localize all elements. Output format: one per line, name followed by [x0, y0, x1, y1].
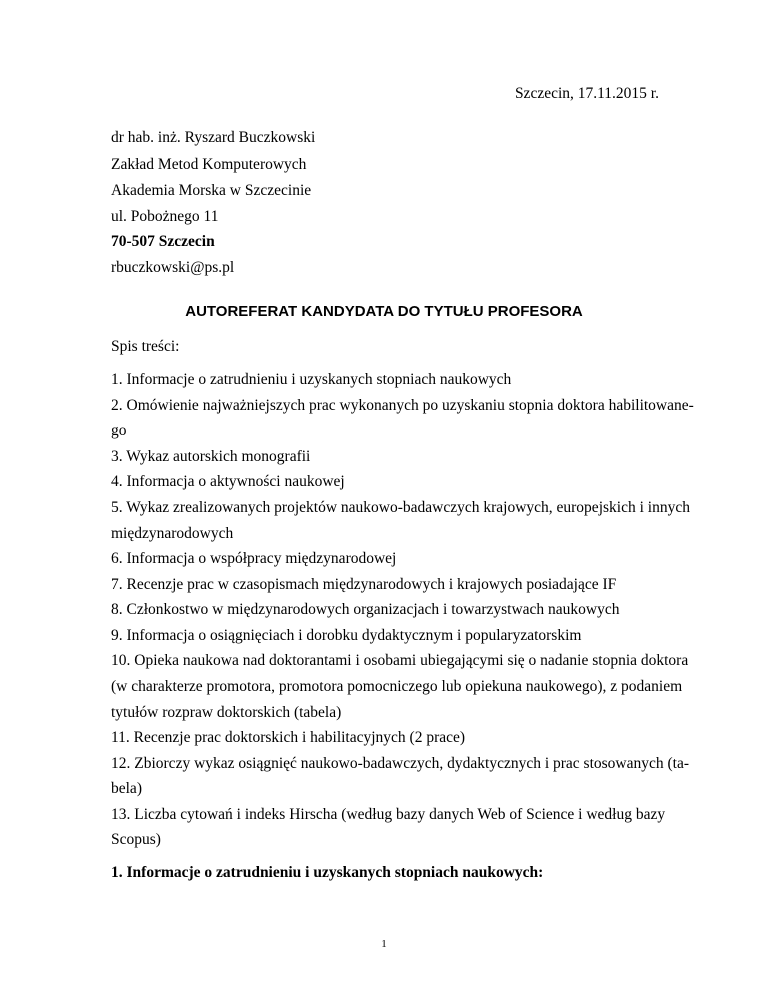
author-email: rbuczkowski@ps.pl — [111, 259, 235, 276]
toc-line: 1. Informacje o zatrudnieniu i uzyskanych stopniach naukowych — [111, 371, 512, 388]
toc-line: 2. Omówienie najważniejszych prac wykonanych po uzyskaniu stopnia doktora habilitowane- — [111, 397, 694, 414]
toc-label: Spis treści: — [111, 338, 180, 355]
toc-line: Scopus) — [111, 831, 161, 848]
toc-line: 9. Informacja o osiągnięciach i dorobku dydaktycznym i popularyzatorskim — [111, 627, 582, 644]
document-date: Szczecin, 17.11.2015 r. — [514, 85, 659, 102]
toc-line: 4. Informacja o aktywności naukowej — [111, 473, 345, 490]
toc-line: 5. Wykaz zrealizowanych projektów naukowo-badawczych krajowych, europejskich i innych — [111, 499, 690, 516]
section-heading: 1. Informacje o zatrudnieniu i uzyskanych stopniach naukowych: — [111, 864, 544, 881]
author-institution: Akademia Morska w Szczecinie — [111, 182, 312, 199]
page-number: 1 — [381, 938, 387, 950]
toc-line: 10. Opieka naukowa nad doktorantami i osobami ubiegającymi się o nadanie stopnia doktora — [111, 652, 689, 669]
toc-line: międzynarodowych — [111, 525, 234, 542]
author-department: Zakład Metod Komputerowych — [111, 156, 307, 173]
toc-line: 11. Recenzje prac doktorskich i habilitacyjnych (2 prace) — [111, 729, 466, 746]
document-title: AUTOREFERAT KANDYDATA DO TYTUŁU PROFESORA — [185, 303, 583, 320]
toc-line: 7. Recenzje prac w czasopismach międzynarodowych i krajowych posiadające IF — [111, 576, 617, 593]
toc-line: 13. Liczba cytowań i indeks Hirscha (według bazy danych Web of Science i według bazy — [111, 806, 666, 823]
toc-line: tytułów rozpraw doktorskich (tabela) — [111, 704, 342, 721]
toc-line: 3. Wykaz autorskich monografii — [111, 448, 311, 465]
toc-line: 8. Członkostwo w międzynarodowych organizacjach i towarzystwach naukowych — [111, 601, 620, 618]
toc-line: bela) — [111, 780, 142, 797]
author-street: ul. Pobożnego 11 — [111, 208, 219, 225]
author-city: 70-507 Szczecin — [111, 233, 215, 250]
toc-line: 12. Zbiorczy wykaz osiągnięć naukowo-badawczych, dydaktycznych i prac stosowanych (ta- — [111, 755, 690, 772]
toc-line: go — [111, 422, 127, 439]
toc-line: (w charakterze promotora, promotora pomocniczego lub opiekuna naukowego), z podaniem — [111, 678, 683, 695]
author-name: dr hab. inż. Ryszard Buczkowski — [111, 129, 316, 146]
toc-line: 6. Informacja o współpracy międzynarodowej — [111, 550, 397, 567]
